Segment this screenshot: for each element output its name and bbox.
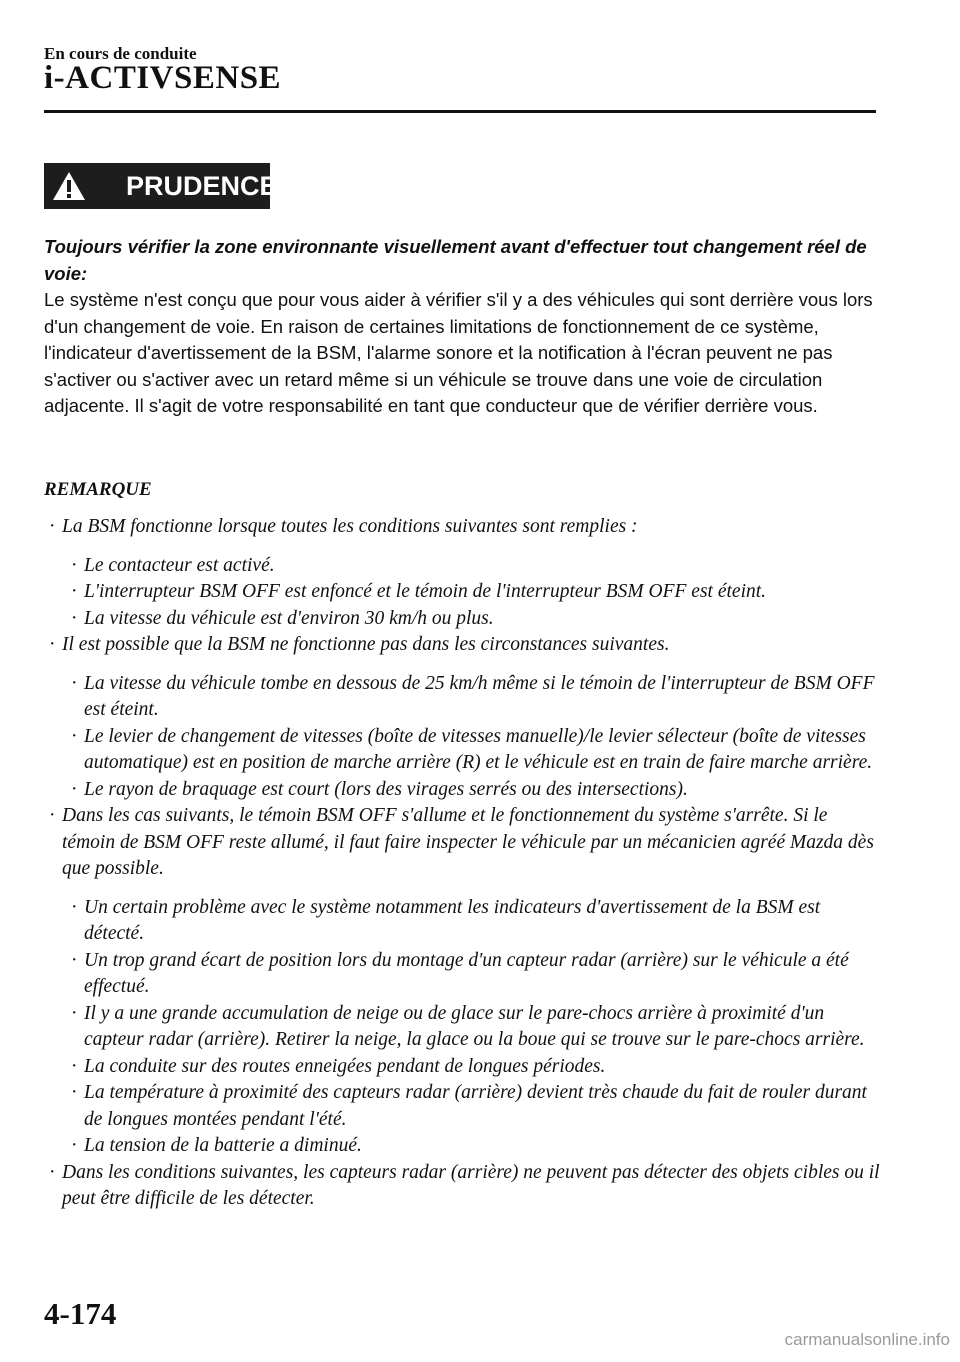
caution-banner	[44, 163, 278, 209]
caution-paragraph: Le système n'est conçu que pour vous aider à vérifier s'il y a des véhicules qui sont derrière vous lors d'un changement de voie. En raison de certaines limitations de fonctionnement de ce système, l'indicateur d'avertissement de la BSM, l'alarme sonore et la notification à l'écran peuvent ne pas s'activer ou s'activer avec un retard même si un véhicule se trouve dans une voie de circulation adjacente. Il s'agit de votre responsabilité en tant que conducteur que de vérifier derrière vous.	[44, 289, 873, 416]
list-item: · Dans les cas suivants, le témoin BSM OFF s'allume et le fonctionnement du système s'arrête. Si le témoin de BSM OFF reste allumé, il faut faire inspecter le véhicule par un mécanicien agréé Mazda dès que possible.	[49, 805, 874, 879]
list-item: · La conduite sur des routes enneigées pendant de longues périodes.	[71, 1055, 606, 1077]
list-item: · Le rayon de braquage est court (lors des virages serrés ou des intersections).	[71, 778, 688, 800]
list-item: · La tension de la batterie a diminué.	[71, 1135, 362, 1156]
list-item: · Il y a une grande accumulation de neige ou de glace sur le pare-chocs arrière à proximité d'un capteur radar (arrière). Retirer la neige, la glace ou la boue qui se trouve sur le pare-chocs arrière.	[71, 1002, 865, 1050]
caution-label: PRUDENCE	[126, 171, 278, 201]
header-divider	[44, 110, 876, 113]
caution-heading: Toujours vérifier la zone environnante visuellement avant d'effectuer tout changement réel de voie:	[44, 236, 867, 284]
chapter-title: i-ACTIVSENSE	[44, 60, 282, 96]
list-item: · La température à proximité des capteurs radar (arrière) devient très chaude du fait de rouler durant de longues montées pendant l'été.	[71, 1082, 867, 1130]
list-item: · Un certain problème avec le système notamment les indicateurs d'avertissement de la BSM est détecté.	[71, 896, 821, 944]
list-item: · La vitesse du véhicule est d'environ 30 km/h ou plus.	[71, 607, 494, 629]
note-list	[0, 514, 960, 1213]
list-item: · Il est possible que la BSM ne fonctionne pas dans les circonstances suivantes.	[49, 634, 670, 655]
note-label: REMARQUE	[44, 479, 152, 500]
list-item: · La BSM fonctionne lorsque toutes les conditions suivantes sont remplies :	[49, 516, 638, 537]
list-item: · Dans les conditions suivantes, les capteurs radar (arrière) ne peuvent pas détecter des objets cibles ou il peut être difficile de les détecter.	[49, 1161, 880, 1209]
page-number: 4-174	[44, 1296, 117, 1331]
watermark: carmanualsonline.info	[784, 1330, 950, 1349]
list-item: · La vitesse du véhicule tombe en dessous de 25 km/h même si le témoin de l'interrupteur de BSM OFF est éteint.	[71, 672, 875, 720]
list-item: · Le contacteur est activé.	[71, 554, 275, 576]
list-item: · Un trop grand écart de position lors du montage d'un capteur radar (arrière) sur le véhicule a été effectué.	[71, 949, 849, 997]
warning-triangle-icon	[52, 170, 86, 202]
list-item: · Le levier de changement de vitesses (boîte de vitesses manuelle)/le levier sélecteur (boîte de vitesses automatique) est en position de marche arrière (R) et le véhicule est en train de faire marche arrière.	[71, 725, 873, 773]
section-label: En cours de conduite	[44, 44, 197, 63]
list-item: · L'interrupteur BSM OFF est enfoncé et le témoin de l'interrupteur BSM OFF est éteint.	[71, 581, 767, 602]
caution-body	[44, 234, 889, 420]
